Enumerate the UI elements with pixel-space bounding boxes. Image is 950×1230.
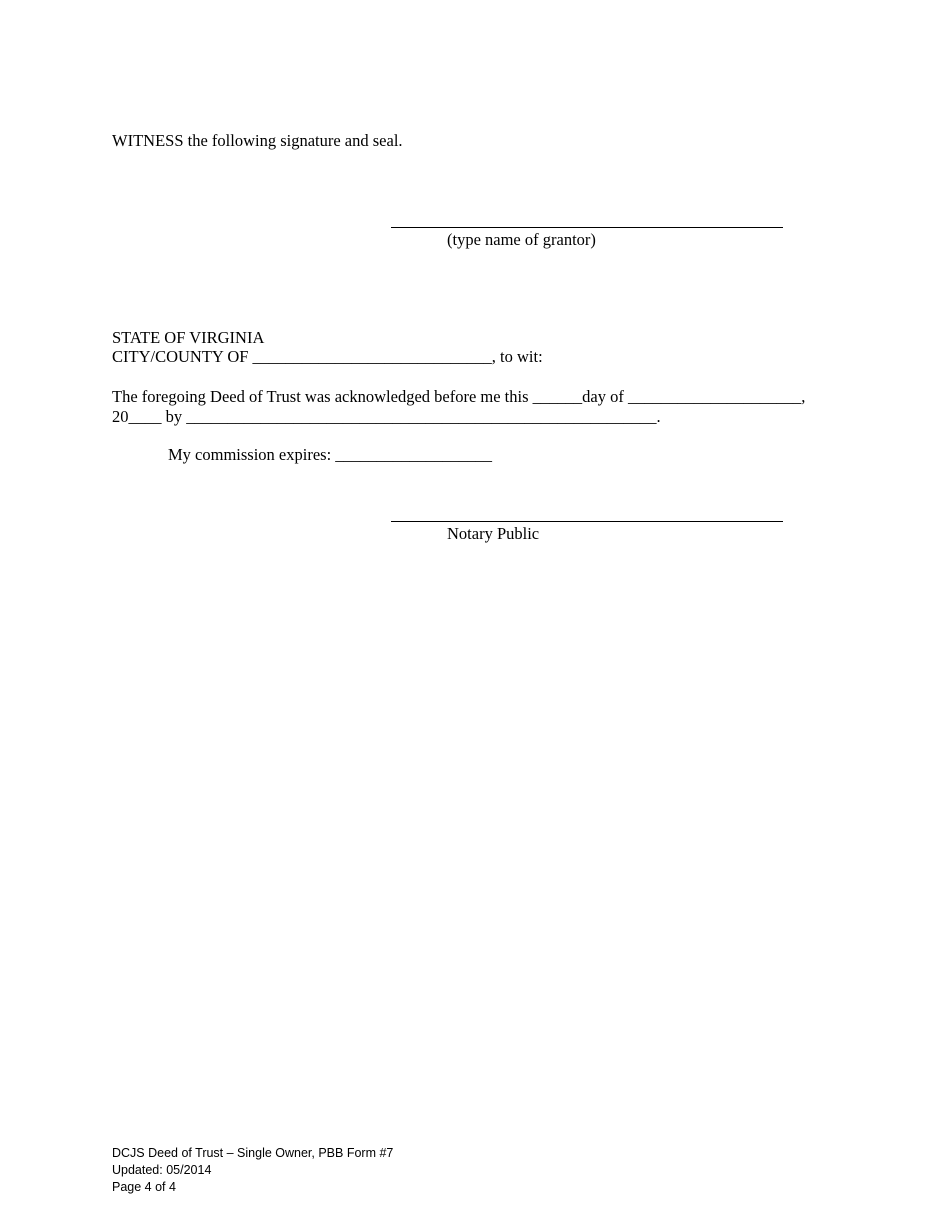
grantor-caption: (type name of grantor): [447, 230, 596, 249]
county-line: CITY/COUNTY OF _____________________________, to wit:: [112, 347, 543, 366]
notary-caption: Notary Public: [447, 524, 540, 543]
state-heading: STATE OF VIRGINIA: [112, 328, 265, 347]
notary-signature-line: [391, 521, 783, 522]
footer-page-number: Page 4 of 4: [112, 1180, 176, 1194]
acknowledgment-line-2: 20____ by _________________________________________________________.: [112, 407, 661, 426]
commission-expires: My commission expires: ___________________: [168, 445, 493, 464]
footer-updated: Updated: 05/2014: [112, 1163, 212, 1177]
acknowledgment-line-1: The foregoing Deed of Trust was acknowledged before me this ______day of _____________________,: [112, 387, 806, 406]
witness-statement: WITNESS the following signature and seal.: [112, 131, 403, 150]
grantor-signature-line: [391, 227, 783, 228]
footer-form-title: DCJS Deed of Trust – Single Owner, PBB Form #7: [112, 1146, 394, 1160]
